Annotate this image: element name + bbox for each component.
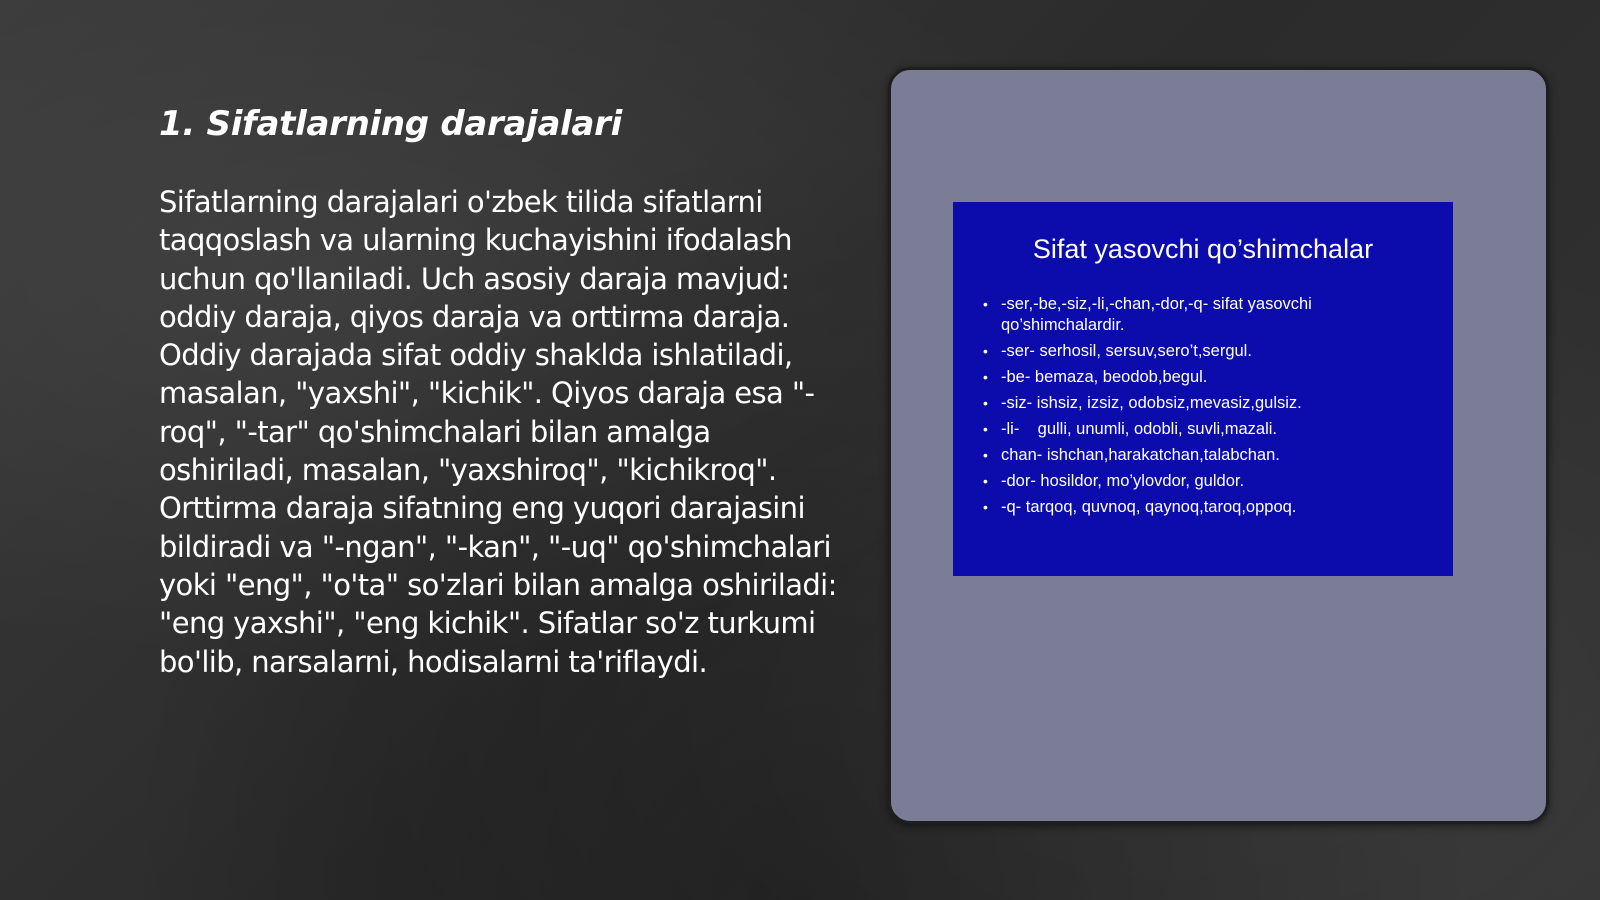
bullet-icon: • <box>983 473 988 489</box>
list-item-text: -li- gulli, unumli, odobli, suvli,mazali. <box>1001 420 1278 438</box>
list-item <box>983 294 1423 336</box>
list-item-text: chan- ishchan,harakatchan,talabchan. <box>1001 446 1280 464</box>
list-item <box>983 445 1423 466</box>
list-item-text: -ser,-be,-siz,-li,-chan,-dor,-q- sifat yasovchi qo’shimchalardir. <box>1001 295 1312 334</box>
list-item <box>983 497 1423 518</box>
list-item-text: -q- tarqoq, quvnoq, qaynoq,taroq,oppoq. <box>1001 498 1297 516</box>
list-item-text: -dor- hosildor, mo’ylovdor, guldor. <box>1001 472 1245 490</box>
slide-body-text: Sifatlarning darajalari o'zbek tilida sifatlarni taqqoslash va ularning kuchayishini ifodalash uchun qo'llaniladi. Uch asosiy daraja mavjud: oddiy daraja, qiyos daraja va orttirma daraja. Oddiy darajada sifat oddiy shaklda ishlatiladi, masalan, "yaxshi", "kichik". Qiyos daraja esa "-roq", "-tar" qo'shimchalari bilan amalga oshiriladi, masalan, "yaxshiroq", "kichikroq". Orttirma daraja sifatning eng yuqori darajasini bildiradi va "-ngan", "-kan", "-uq" qo'shimchalari yoki "eng", "o'ta" so'zlari bilan amalga oshiriladi: "eng yaxshi", "eng kichik". Sifatlar so'z turkumi bo'lib, narsalarni, hodisalarni ta'riflaydi. <box>159 185 837 679</box>
embedded-slide-image <box>953 202 1453 576</box>
bullet-icon: • <box>983 447 988 463</box>
list-item-text: -siz- ishsiz, izsiz, odobsiz,mevasiz,gulsiz. <box>1001 394 1302 412</box>
embedded-slide-title: Sifat yasovchi qo’shimchalar <box>1032 234 1374 264</box>
list-item <box>983 367 1423 388</box>
bullet-icon: • <box>983 395 988 411</box>
bullet-icon: • <box>983 296 988 312</box>
list-item <box>983 471 1423 492</box>
list-item <box>983 419 1423 440</box>
bullet-icon: • <box>983 421 988 437</box>
list-item-text: -ser- serhosil, sersuv,sero’t,sergul. <box>1001 342 1252 360</box>
list-item-text: -be- bemaza, beodob,begul. <box>1001 368 1208 386</box>
bullet-icon: • <box>983 499 988 515</box>
list-item <box>983 341 1423 362</box>
embedded-image-frame <box>888 67 1549 824</box>
embedded-slide-list <box>983 294 1423 523</box>
slide-title: 1. Sifatlarning darajalari <box>159 104 622 144</box>
bullet-icon: • <box>983 343 988 359</box>
bullet-icon: • <box>983 369 988 385</box>
list-item <box>983 393 1423 414</box>
